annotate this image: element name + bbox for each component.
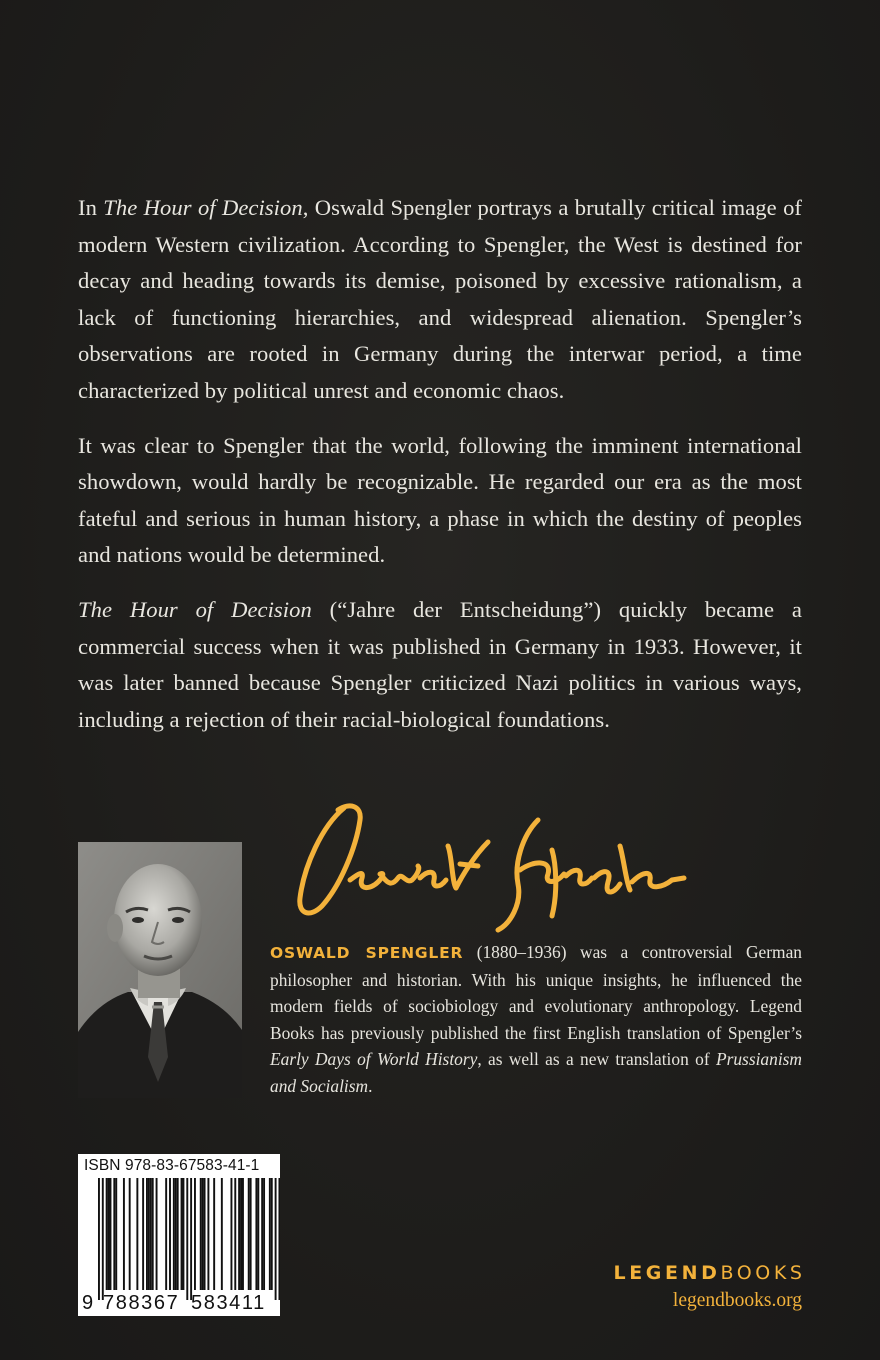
- barcode-guard-bar: [275, 1178, 277, 1300]
- book-description: [78, 190, 802, 756]
- book-title: The Hour of Decision: [103, 195, 303, 220]
- barcode-bar: [250, 1178, 252, 1290]
- barcode-bar: [207, 1178, 209, 1290]
- description-paragraph-3: [78, 592, 802, 738]
- isbn-barcode: [78, 1154, 280, 1316]
- barcode-bar: [142, 1178, 144, 1290]
- barcode-bar: [255, 1178, 257, 1290]
- description-paragraph-1: [78, 190, 802, 410]
- publisher-website: legendbooks.org: [672, 1290, 802, 1311]
- barcode-bar: [152, 1178, 154, 1290]
- author-signature: [252, 786, 708, 938]
- book-title: Early Days of World History: [270, 1049, 478, 1069]
- author-portrait: [78, 842, 242, 1098]
- barcode-bar: [230, 1178, 232, 1290]
- barcode-bar: [200, 1178, 202, 1290]
- barcode-bar: [234, 1178, 236, 1290]
- barcode-bar: [271, 1178, 273, 1290]
- barcode-digits-left: 788367: [103, 1292, 180, 1314]
- p1-text: , Oswald Spengler portrays a brutally critical image of modern Western civilization. According to Spengler, the West is destined for decay and heading towards its demise, poisoned by excessive rationalism, a lack of functioning hierarchies, and widespread alienation. Spengler’s observations are rooted in Germany during the interwar period, a time characterized by political unrest and economic chaos.: [78, 195, 802, 403]
- barcode-bar: [175, 1178, 177, 1290]
- barcode-bar: [213, 1178, 215, 1290]
- barcode-digit-first: 9: [82, 1292, 94, 1314]
- barcode-bar: [177, 1178, 179, 1290]
- bio-text: .: [368, 1075, 373, 1096]
- barcode-bar: [173, 1178, 175, 1290]
- barcode-bar: [202, 1178, 204, 1290]
- barcode-bar: [106, 1178, 108, 1290]
- barcode-bar: [136, 1178, 138, 1290]
- barcode-bar: [248, 1178, 250, 1290]
- barcode-bar: [115, 1178, 117, 1290]
- barcode-bar: [261, 1178, 263, 1290]
- barcode-bar: [269, 1178, 271, 1290]
- barcode-bar: [113, 1178, 115, 1290]
- description-paragraph-2: It was clear to Spengler that the world, following the imminent international showdown, would hardly be recognizable. He regarded our era as the most fateful and serious in human history, a phase in which the destiny of peoples and nations would be determined.: [78, 432, 802, 568]
- barcode-guard-bar: [278, 1178, 280, 1300]
- barcode-bar: [221, 1178, 223, 1290]
- barcode-bar: [257, 1178, 259, 1290]
- barcode-bar: [263, 1178, 265, 1290]
- barcode-bar: [181, 1178, 183, 1290]
- barcode-bar: [110, 1178, 112, 1290]
- barcode-guard-bar: [186, 1178, 188, 1300]
- bio-text: (1880–1936) was a controversial German philosopher and historian. With his unique insights, he influenced the modern fields of sociobiology and evolutionary anthropology. Legend Books has previously published the first English translation of Spengler’s: [270, 942, 802, 1043]
- book-title: The Hour of Decision: [78, 596, 312, 622]
- author-bio: [270, 939, 802, 1099]
- barcode-bar: [169, 1178, 171, 1290]
- barcode-bar: [182, 1178, 184, 1290]
- barcode-guard-bar: [102, 1178, 104, 1300]
- barcode-bar: [242, 1178, 244, 1290]
- barcode-bar: [150, 1178, 152, 1290]
- p3-text: (“Jahre der Entscheidung”) quickly became a commercial success when it was published in Germany in 1933. However, it was later banned because Spengler criticized Nazi politics in various ways, including a rejection of their racial-biological foundations.: [78, 596, 802, 732]
- isbn-label: ISBN 978-83-67583-41-1: [84, 1157, 260, 1174]
- publisher-logo: [614, 1262, 806, 1284]
- book-title: Prussianism and Socialism: [270, 1049, 802, 1096]
- barcode-digits-right: 583411: [191, 1292, 266, 1314]
- publisher-name-bold: LEGEND: [613, 1262, 721, 1284]
- barcode-guard-bar: [190, 1178, 192, 1300]
- barcode-bar: [123, 1178, 125, 1290]
- publisher-name-light: BOOKS: [720, 1262, 806, 1284]
- barcode-bar: [108, 1178, 110, 1290]
- barcode-bar: [146, 1178, 148, 1290]
- barcode-bar: [238, 1178, 240, 1290]
- barcode-bar: [204, 1178, 206, 1290]
- barcode-guard-bar: [98, 1178, 100, 1300]
- barcode-bar: [240, 1178, 242, 1290]
- p1-lead: In: [78, 195, 104, 220]
- author-name: OSWALD SPENGLER: [270, 944, 464, 962]
- barcode-bar: [156, 1178, 158, 1290]
- bio-text: , as well as a new translation of: [477, 1049, 716, 1069]
- barcode-bar: [165, 1178, 167, 1290]
- barcode-bar: [129, 1178, 131, 1290]
- barcode-bar: [148, 1178, 150, 1290]
- barcode-bar: [194, 1178, 196, 1290]
